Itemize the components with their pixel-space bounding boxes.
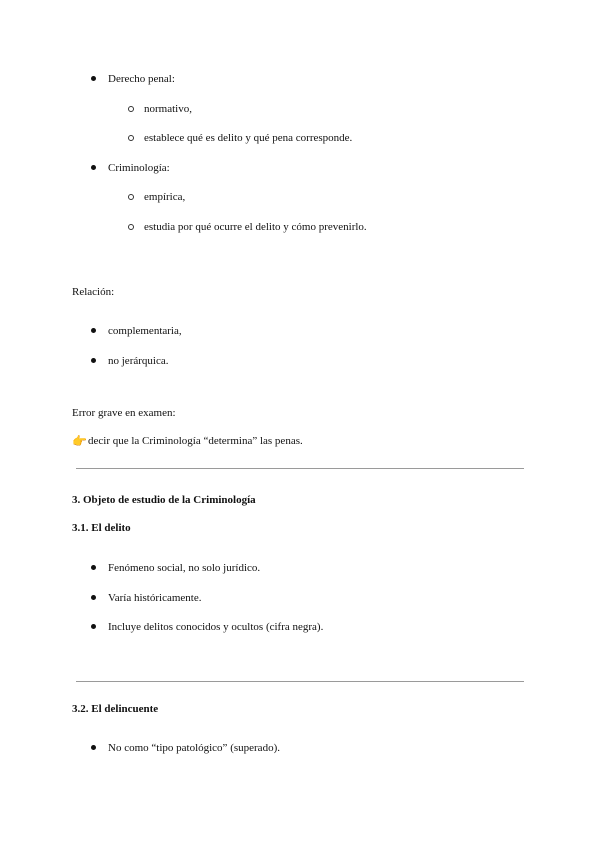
horizontal-divider — [76, 681, 524, 682]
relation-heading: Relación: — [72, 286, 115, 298]
delincuente-item-1: No como “tipo patológico” (superado). — [108, 742, 280, 754]
bullet-marker — [91, 624, 96, 629]
subsection-title-delincuente: 3.2. El delincuente — [72, 703, 159, 715]
sub-bullet-marker — [128, 106, 134, 112]
bullet-marker — [91, 76, 96, 81]
bullet-marker — [91, 358, 96, 363]
sub-item-establece: establece qué es delito y qué pena corresponde. — [144, 132, 353, 144]
exam-heading: Error grave en examen: — [72, 407, 176, 419]
bullet-marker — [91, 165, 96, 170]
bullet-marker — [91, 745, 96, 750]
bullet-marker — [91, 328, 96, 333]
pointing-hand-icon: 👉 — [72, 434, 87, 448]
list-item-derecho-penal: Derecho penal: — [108, 73, 175, 85]
section-title: 3. Objeto de estudio de la Criminología — [72, 494, 256, 506]
horizontal-divider — [76, 468, 524, 469]
sub-bullet-marker — [128, 194, 134, 200]
list-item-criminologia: Criminología: — [108, 162, 170, 174]
delito-item-3: Incluye delitos conocidos y ocultos (cifra negra). — [108, 621, 324, 633]
subsection-title-delito: 3.1. El delito — [72, 522, 131, 534]
exam-warning-text: decir que la Criminología “determina” las penas. — [88, 435, 303, 447]
delito-item-2: Varía históricamente. — [108, 592, 202, 604]
sub-item-normativo: normativo, — [144, 103, 192, 115]
sub-bullet-marker — [128, 224, 134, 230]
sub-bullet-marker — [128, 135, 134, 141]
sub-item-estudia: estudia por qué ocurre el delito y cómo prevenirlo. — [144, 221, 367, 233]
sub-item-empirica: empírica, — [144, 191, 186, 203]
bullet-marker — [91, 565, 96, 570]
relation-item-complementaria: complementaria, — [108, 325, 182, 337]
relation-item-no-jerarquica: no jerárquica. — [108, 355, 169, 367]
delito-item-1: Fenómeno social, no solo jurídico. — [108, 562, 261, 574]
bullet-marker — [91, 595, 96, 600]
